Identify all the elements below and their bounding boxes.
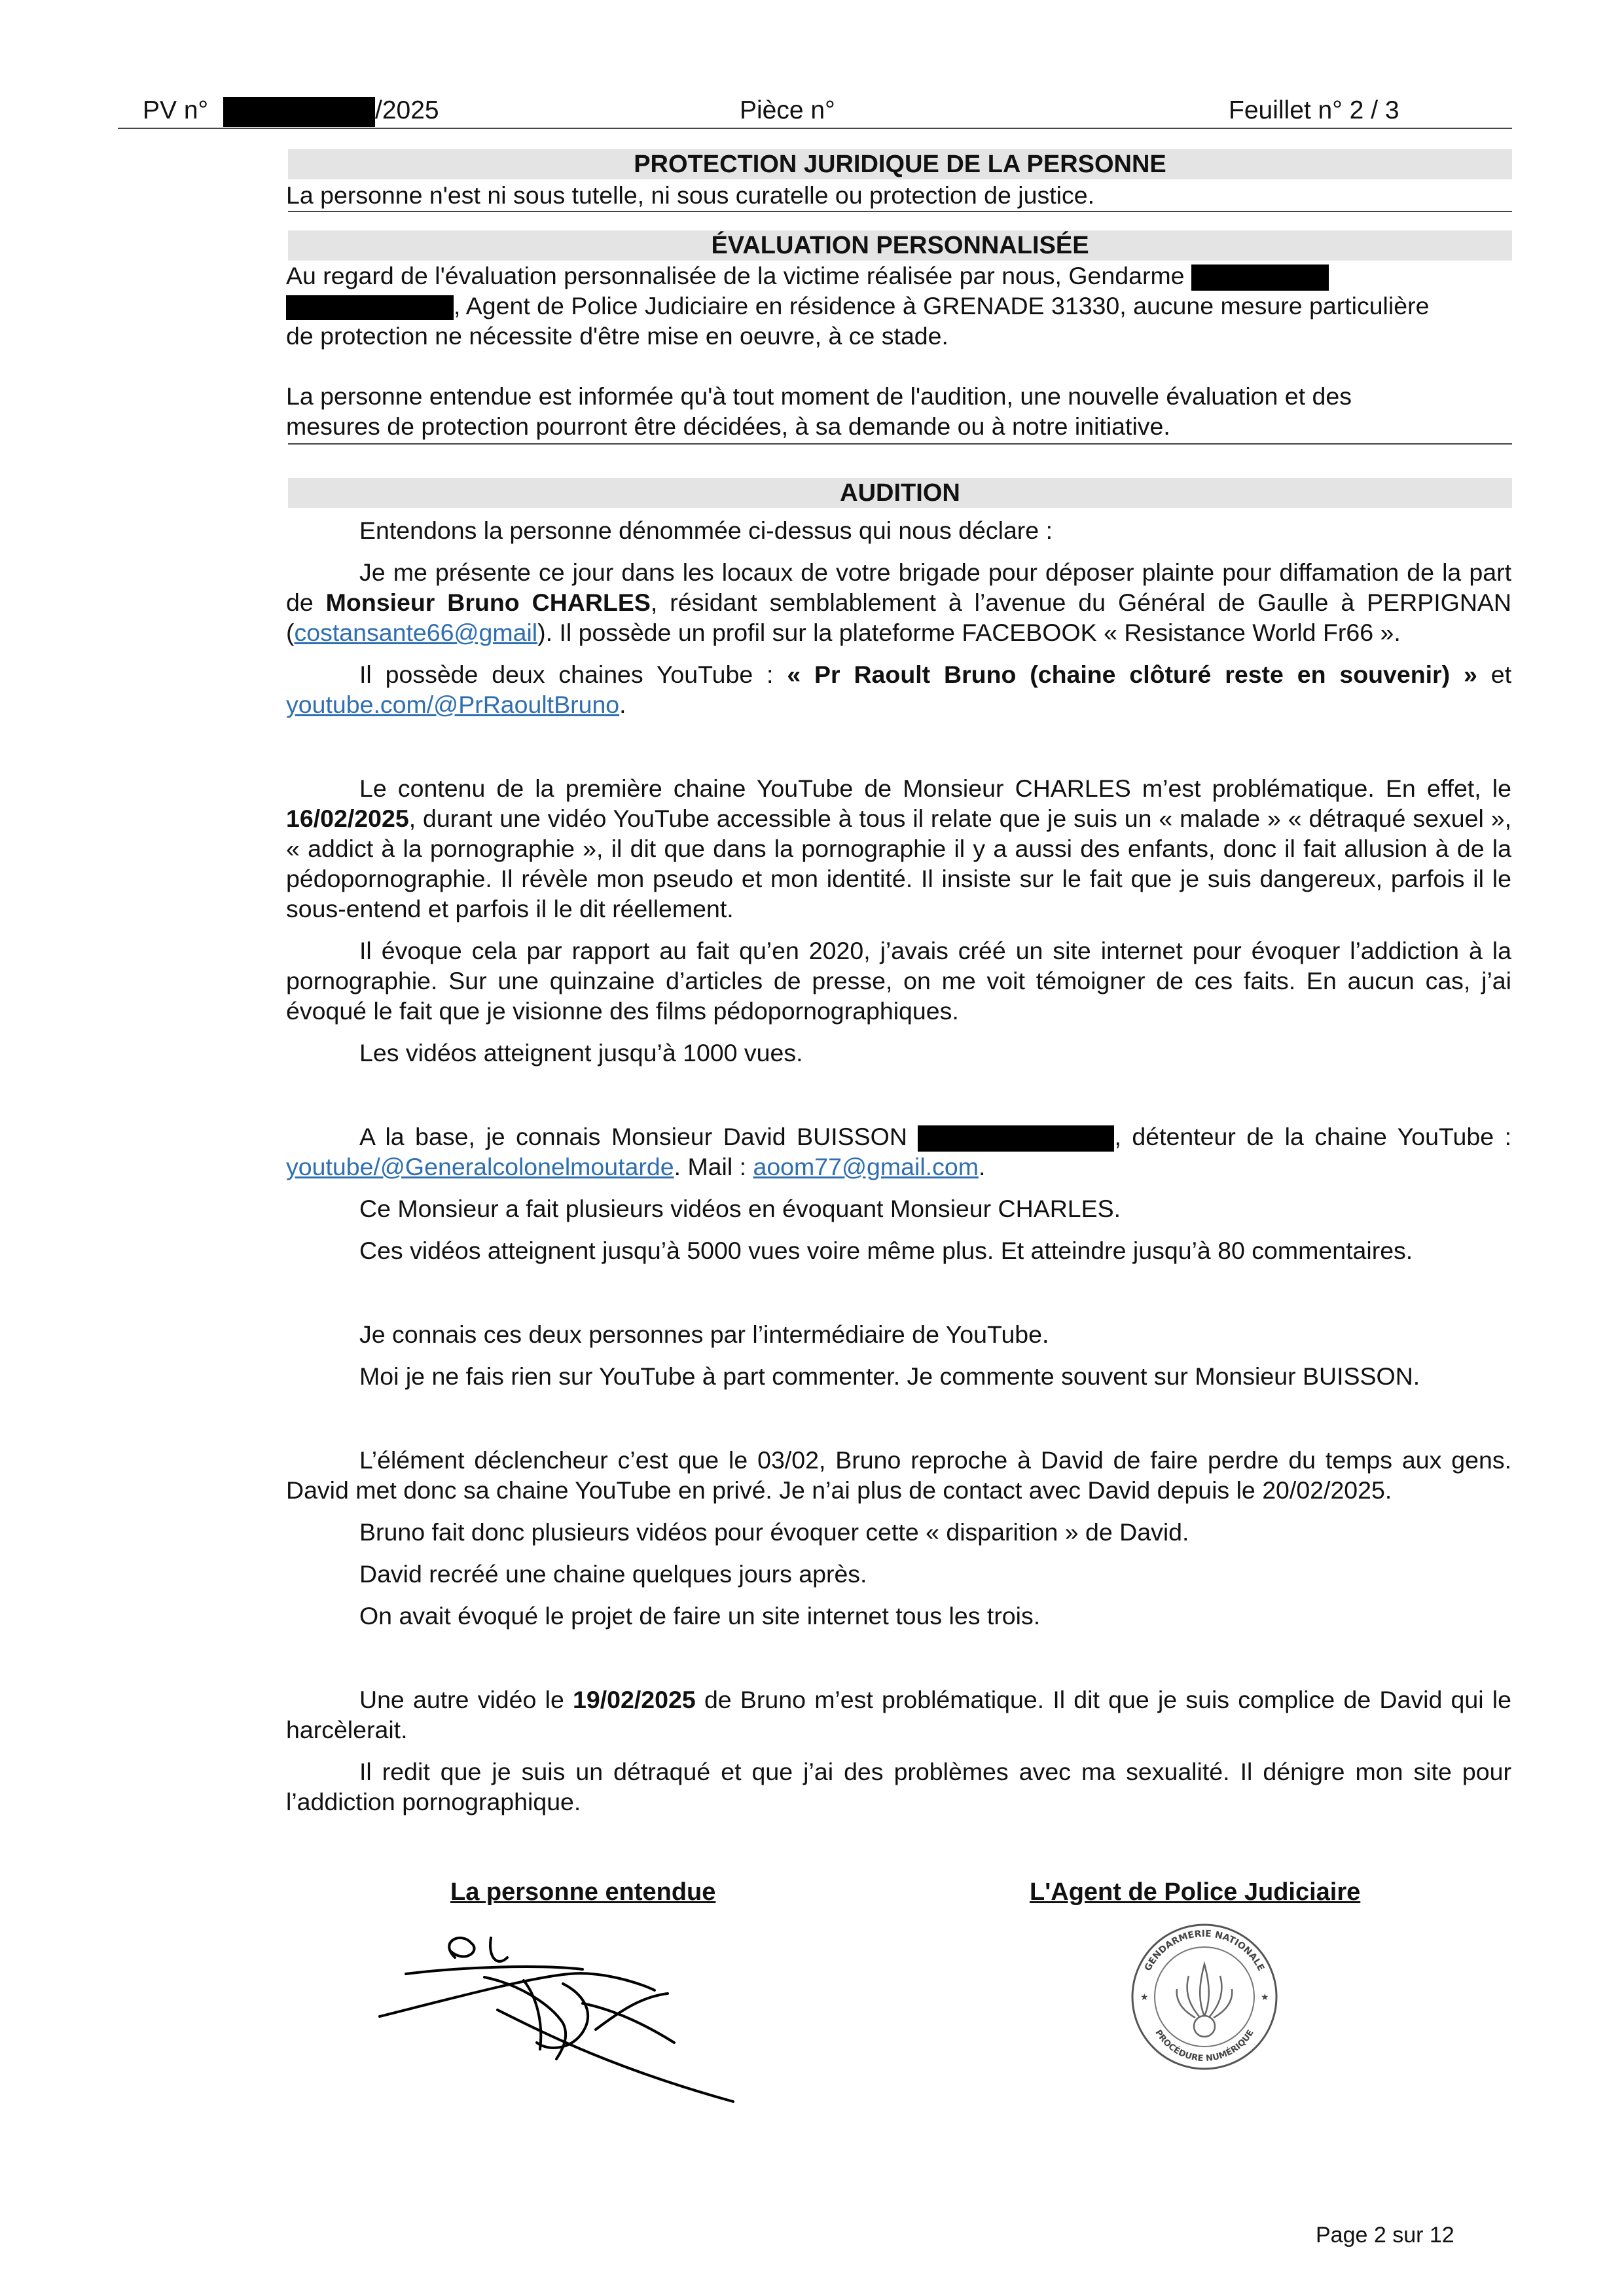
text-run: , résidant semblablement à l’avenue du Général de Gaulle à PERPIGNAN (: [286, 589, 1512, 646]
audition-paragraph: Ce Monsieur a fait plusieurs vidéos en évoquant Monsieur CHARLES.: [359, 1195, 1121, 1223]
svg-text:★: ★: [1140, 1992, 1149, 2003]
text-run: .: [619, 691, 626, 718]
audition-paragraph: Entendons la personne dénommée ci-dessus qui nous déclare :: [359, 517, 1053, 544]
redaction-block: [286, 295, 454, 320]
audition-paragraph: [286, 773, 1511, 924]
redaction-block: [918, 1125, 1114, 1152]
audition-paragraph: Je connais ces deux personnes par l’intermédiaire de YouTube.: [359, 1321, 1049, 1349]
text-run: Je me présente ce jour dans les locaux de votre brigade pour déposer plainte pour diffamation de la part de: [286, 558, 1511, 616]
section-title-protection: PROTECTION JURIDIQUE DE LA PERSONNE: [288, 149, 1512, 179]
email-link[interactable]: aoom77@gmail.com: [753, 1153, 979, 1181]
stamp-top-text: GENDARMERIE NATIONALE: [1142, 1928, 1267, 1973]
audition-paragraph: L’élément déclencheur c’est que le 03/02, Bruno reproche à David de faire perdre du temps aux gens. David met donc sa chaine YouTube en privé. Je n’ai plus de contact avec David depuis le 20/02/2025.: [286, 1446, 1511, 1504]
header-underline: [118, 128, 1512, 129]
text-run: A la base, je connais Monsieur David BUISSON: [359, 1123, 918, 1150]
divider: [288, 211, 1512, 212]
audition-paragraph: [286, 1121, 1511, 1182]
audition-paragraph: Il évoque cela par rapport au fait qu’en 2020, j’avais créé un site internet pour évoquer l’addiction à la pornographie. Sur une quinzaine d’articles de presse, on me voit témoigner de ces faits. En aucun cas, j’ai évoqué le fait que je visionne des films pédopornographiques.: [286, 937, 1511, 1025]
pv-suffix: /2025: [375, 96, 439, 124]
text-run: . Mail :: [674, 1153, 753, 1181]
evaluation-line-3: de protection ne nécessite d'être mise en oeuvre, à ce stade.: [286, 322, 948, 350]
signature-title-right: L'Agent de Police Judiciaire: [1030, 1878, 1361, 1906]
piece-number: Pièce n°: [740, 96, 835, 124]
gendarmerie-stamp: [1126, 1918, 1283, 2075]
signature-title-left: La personne entendue: [450, 1878, 716, 1906]
evaluation-line-1: Au regard de l'évaluation personnalisée de la victime réalisée par nous, Gendarme: [286, 262, 1185, 289]
date: 16/02/2025: [286, 805, 409, 832]
text-run: Le contenu de la première chaine YouTube de Monsieur CHARLES m’est problématique. En effet, le: [359, 774, 1511, 802]
redaction-block: [1191, 264, 1329, 291]
text-run: ). Il possède un profil sur la plateforme FACEBOOK « Resistance World Fr66 ».: [537, 619, 1401, 646]
svg-text:★: ★: [1261, 1992, 1269, 2003]
evaluation-paragraph-2: La personne entendue est informée qu'à tout moment de l'audition, une nouvelle évaluation et des mesures de protection pourront être décidées, à sa demande ou à notre initiative.: [286, 382, 1352, 441]
section-title-evaluation: ÉVALUATION PERSONNALISÉE: [288, 230, 1512, 261]
handwritten-signature: [367, 1912, 759, 2108]
feuillet-number: Feuillet n° 2 / 3: [1229, 96, 1399, 124]
protection-text: La personne n'est ni sous tutelle, ni sous curatelle ou protection de justice.: [286, 181, 1094, 209]
text-run: , durant une vidéo YouTube accessible à tous il relate que je suis un « malade » « détraqué sexuel », « addict à la pornographie », il dit que dans la pornographie il y a aussi des enfants, donc il fait allusion à de la pédopornographie. Il révèle mon pseudo et mon identité. Il insiste sur le fait que je suis dangereux, parfois il le sous-entend et parfois il le dit réellement.: [286, 805, 1511, 922]
audition-paragraph: Il redit que je suis un détraqué et que j’ai des problèmes avec ma sexualité. Il dénigre mon site pour l’addiction pornographique.: [286, 1758, 1511, 1816]
page-number: Page 2 sur 12: [1316, 2223, 1454, 2248]
evaluation-text: [286, 261, 1511, 441]
text-run: Il possède deux chaines YouTube :: [359, 661, 787, 688]
audition-paragraph: Ces vidéos atteignent jusqu’à 5000 vues voire même plus. Et atteindre jusqu’à 80 commentaires.: [359, 1237, 1413, 1265]
audition-paragraph: Bruno fait donc plusieurs vidéos pour évoquer cette « disparition » de David.: [359, 1518, 1189, 1546]
evaluation-line-2: , Agent de Police Judiciaire en résidence à GRENADE 31330, aucune mesure particulière: [454, 292, 1430, 320]
divider: [288, 443, 1512, 445]
audition-paragraph: [286, 1685, 1511, 1745]
audition-paragraph: On avait évoqué le projet de faire un site internet tous les trois.: [359, 1602, 1041, 1630]
date: 19/02/2025: [573, 1686, 696, 1714]
email-link[interactable]: costansante66@gmail: [294, 619, 538, 646]
text-run: , détenteur de la chaine YouTube :: [1114, 1123, 1511, 1150]
channel-name: « Pr Raoult Bruno (chaine clôturé reste en souvenir) »: [787, 661, 1477, 688]
pv-label: PV n°: [143, 96, 209, 124]
section-title-audition: AUDITION: [288, 478, 1512, 508]
audition-body: [286, 515, 1511, 1817]
audition-paragraph: Les vidéos atteignent jusqu’à 1000 vues.: [359, 1039, 803, 1066]
text-run: et: [1477, 661, 1511, 688]
stamp-bottom-text: PROCÉDURE NUMÉRIQUE: [1153, 2028, 1256, 2064]
audition-paragraph: Moi je ne fais rien sur YouTube à part commenter. Je commente souvent sur Monsieur BUISSON.: [359, 1362, 1420, 1391]
text-run: de Bruno m’est problématique. Il dit que je suis complice de David qui le harcèlerait.: [286, 1686, 1511, 1744]
text-run: Une autre vidéo le: [359, 1686, 573, 1714]
text-run: .: [978, 1153, 986, 1181]
youtube-link[interactable]: youtube.com/@PrRaoultBruno: [286, 691, 620, 718]
audition-paragraph: [286, 557, 1511, 647]
redaction-block: [223, 97, 375, 127]
audition-paragraph: David recréé une chaine quelques jours après.: [359, 1560, 867, 1588]
person-name: Monsieur Bruno CHARLES: [325, 589, 651, 616]
youtube-link[interactable]: youtube/@Generalcolonelmoutarde: [286, 1153, 674, 1181]
evaluation-line: [286, 261, 1511, 291]
audition-paragraph: [286, 659, 1511, 720]
evaluation-line: [286, 291, 1511, 321]
pv-number: [143, 96, 439, 127]
